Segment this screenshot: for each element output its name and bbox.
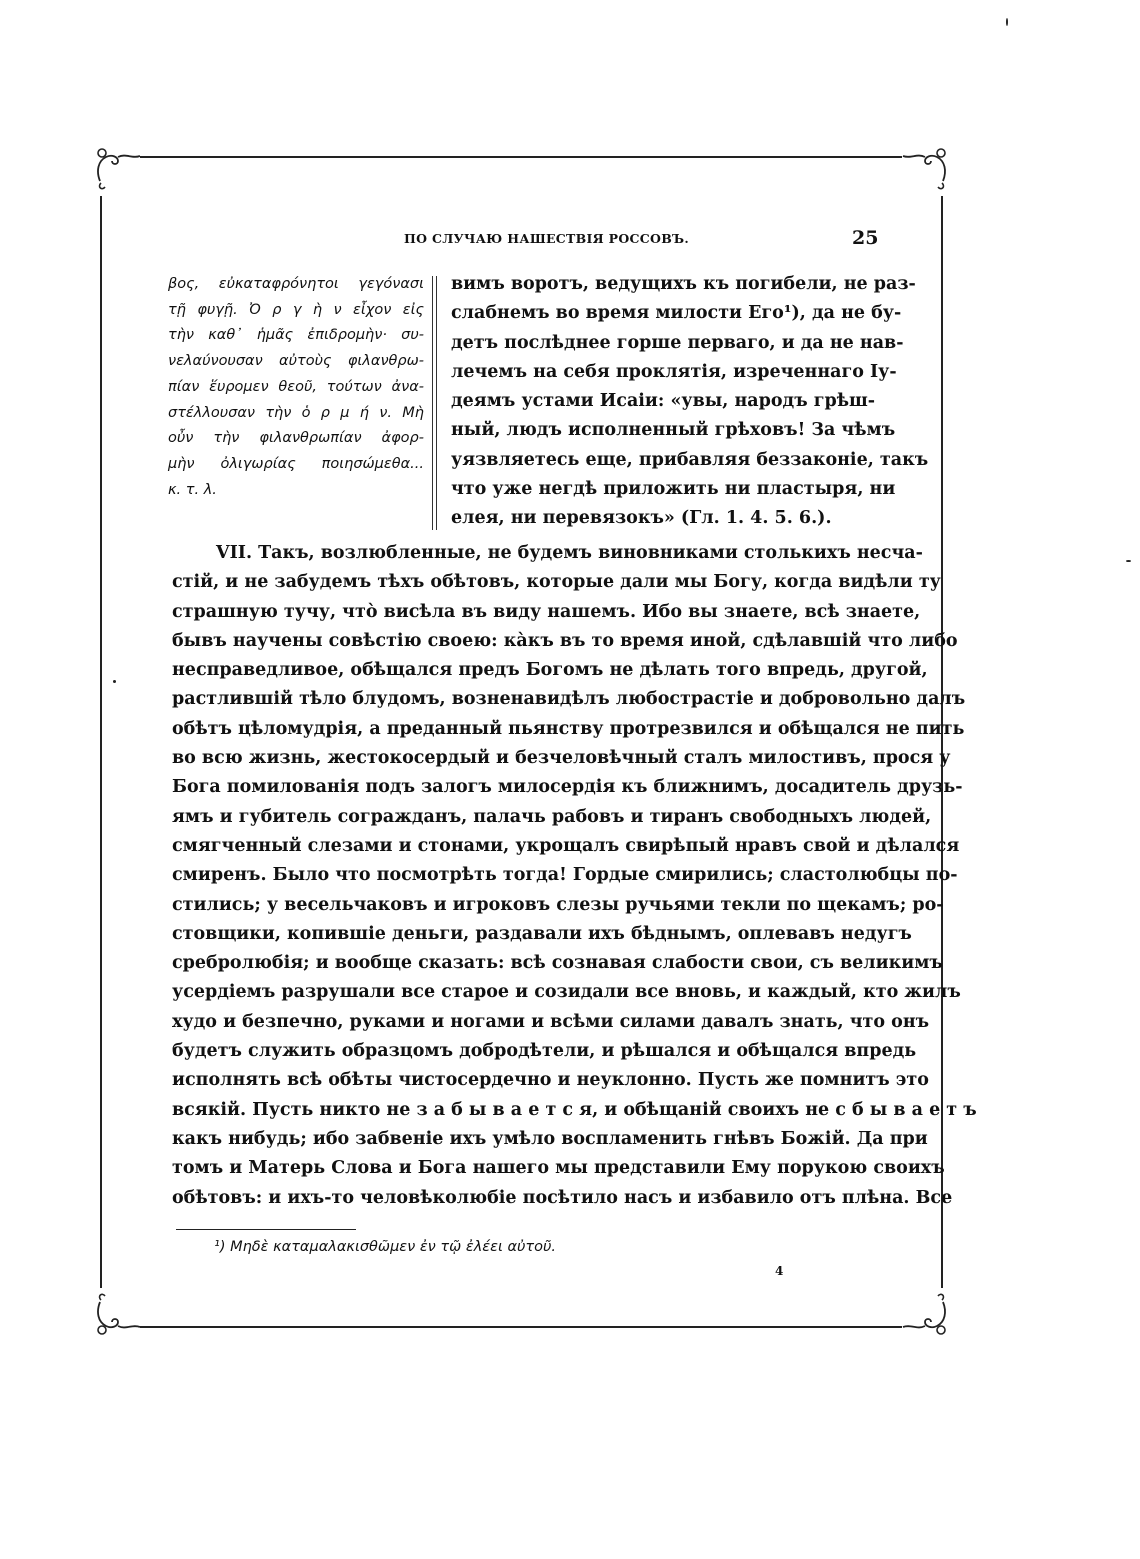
scan-speck (1006, 18, 1008, 26)
text-line: лечемъ на себя проклятія, изреченнаго Іу- (451, 361, 897, 382)
text-line: детъ послѣднее горше перваго, и да не нав- (451, 332, 904, 353)
text-line: во всю жизнь, жестокосердый и безчеловѣчный сталъ милостивъ, прося у (172, 748, 951, 769)
text-line: ный, людъ исполненный грѣховъ! За чѣмъ (451, 420, 896, 441)
greek-line: κ. τ. λ. (168, 481, 217, 498)
text-line: что уже негдѣ приложить ни пластыря, ни (451, 479, 896, 500)
text-line: бывъ научены совѣстію своею: ка̀къ въ то время иной, сдѣлавшій что либо (172, 630, 958, 651)
corner-ornament-top-right-icon (895, 143, 955, 193)
text-line: стій, и не забудемъ тѣхъ обѣтовъ, которые дали мы Богу, когда видѣли ту (172, 572, 941, 593)
text-line: томъ и Матерь Слова и Бога нашего мы представили Ему порукою своихъ (172, 1158, 945, 1179)
frame-top-rule (140, 156, 902, 158)
text-line: страшную тучу, что̀ висѣла въ виду нашемъ. Ибо вы знаете, всѣ знаете, (172, 601, 921, 622)
text-line: обѣтовъ: и ихъ-то человѣколюбіе посѣтило насъ и избавило отъ плѣна. Все (172, 1187, 953, 1208)
text-line: ямъ и губитель согражданъ, палачь рабовъ и тиранъ свободныхъ людей, (172, 806, 932, 827)
corner-ornament-bottom-right-icon (895, 1290, 955, 1340)
running-title: ПО СЛУЧАЮ НАШЕСТВІЯ РОССОВЪ. (404, 231, 689, 246)
text-line: стились; у весельчаковъ и игроковъ слезы ручьями текли по щекамъ; ро- (172, 894, 944, 915)
text-line: исполнять всѣ обѣты чистосердечно и неуклонно. Пусть же помнитъ это (172, 1070, 929, 1091)
text-line: растлившій тѣло блудомъ, возненавидѣлъ любострастіе и добровольно далъ (172, 689, 966, 710)
right-column (451, 270, 929, 534)
greek-line: τὴν καθ᾽ ἡμᾶς ἐπιδρομὴν· συ- (168, 327, 424, 344)
corner-ornament-top-left-icon (88, 143, 148, 193)
text-line: елея, ни перевязокъ» (Гл. 1. 4. 5. 6.). (451, 508, 832, 529)
signature-mark: 4 (775, 1264, 784, 1278)
text-line: будетъ служить образцомъ добродѣтели, и рѣшался и обѣщался впредь (172, 1041, 917, 1062)
text-line: уязвляетесь еще, прибавляя беззаконіе, такъ (451, 449, 929, 470)
page-number: 25 (852, 227, 879, 249)
greek-line: πίαν ἕυρομεν θεοῦ, τούτων ἀνα- (168, 378, 424, 395)
text-line: VII. Такъ, возлюбленные, не будемъ виновниками столькихъ несча- (216, 543, 923, 563)
text-line: слабнемъ во время милости Его¹), да не бу- (451, 303, 902, 324)
greek-line: νελαύνουσαν αὐτοὺς φιλανθρω- (168, 353, 424, 370)
frame-right-rule (941, 196, 943, 1288)
text-line: какъ нибудь; ибо забвеніе ихъ умѣло воспламенить гнѣвъ Божій. Да при (172, 1128, 928, 1149)
main-paragraph (172, 539, 977, 1213)
corner-ornament-bottom-left-icon (88, 1290, 148, 1340)
scan-speck (113, 680, 116, 683)
text-line: смиренъ. Было что посмотрѣть тогда! Гордые смирились; сластолюбцы по- (172, 865, 958, 886)
text-line: всякій. Пусть никто не з а б ы в а е т с я, и обѣщаній своихъ не с б ы в а е т ъ (172, 1099, 977, 1120)
text-line: усердіемъ разрушали все старое и созидали все вновь, и каждый, кто жилъ (172, 982, 961, 1003)
text-line: сребролюбія; и вообще сказать: всѣ сознавая слабости свои, съ великимъ (172, 953, 943, 974)
greek-line: βος, εὐκαταφρόνητοι γεγόνασι (168, 276, 424, 292)
greek-column (168, 272, 424, 503)
text-line: худо и безпечно, руками и ногами и всѣми силами давалъ знать, что онъ (172, 1011, 930, 1032)
text-line: вимъ воротъ, ведущихъ къ погибели, не раз- (451, 274, 916, 294)
text-line: стовщики, копившіе деньги, раздавали ихъ бѣднымъ, оплевавъ недугъ (172, 923, 912, 944)
footnote: ¹) Μηδὲ καταμαλακισθῶμεν ἐν τῷ ἐλέει αὐτοῦ. (214, 1239, 557, 1255)
greek-line: στέλλουσαν τὴν ὁ ρ μ ή ν. Μὴ (168, 404, 424, 421)
frame-bottom-rule (140, 1326, 902, 1328)
column-divider (436, 276, 437, 530)
greek-line: μὴν ὀλιγωρίας ποιησώμεθα... (168, 455, 424, 472)
scan-speck (1126, 560, 1131, 562)
frame-left-rule (100, 196, 102, 1288)
text-line: обѣтъ цѣломудрія, а преданный пьянству протрезвился и обѣщался не пить (172, 718, 965, 739)
text-line: Бога помилованія подъ залогъ милосердія къ ближнимъ, досадитель друзь- (172, 777, 963, 798)
text-line: смягченный слезами и стонами, укрощалъ свирѣпый нравъ свой и дѣлался (172, 835, 960, 856)
greek-line: τῇ φυγῇ. Ὀ ρ γ ὴ ν εἶχον εἰς (168, 301, 424, 318)
greek-line: οὖν τὴν φιλανθρωπίαν ἀφορ- (168, 430, 424, 447)
column-divider (432, 276, 433, 530)
text-line: несправедливое, обѣщался предъ Богомъ не дѣлать того впредь, другой, (172, 660, 928, 681)
footnote-rule (176, 1229, 356, 1230)
text-line: деямъ устами Исаіи: «увы, народъ грѣш- (451, 391, 876, 412)
